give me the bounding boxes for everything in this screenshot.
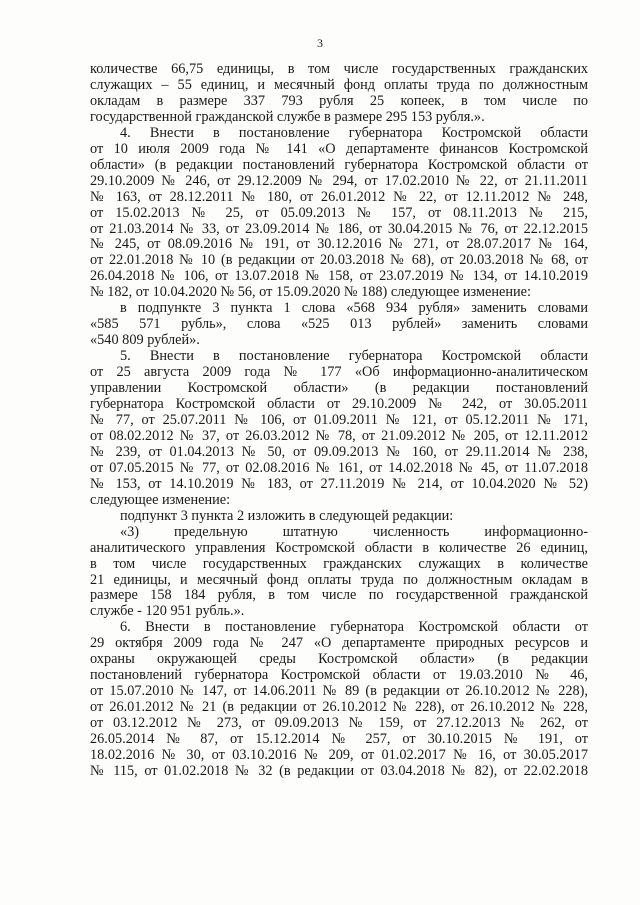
paragraph-line: области» (в редакции постановлений губернатора Костромской области от — [90, 156, 588, 173]
paragraph-line: 18.02.2016 № 30, от 03.10.2016 № 209, от 01.02.2017 № 16, от 30.05.2017 — [90, 746, 588, 763]
paragraph-line: следующее изменение: — [90, 491, 231, 508]
paragraph-line: от 22.01.2018 № 10 (в редакции от 20.03.2018 № 68), от 20.03.2018 № 68, от — [90, 252, 588, 269]
paragraph-line: управлении Костромской области» (в редакции постановлений — [90, 380, 588, 397]
page-number: 3 — [317, 36, 323, 50]
document-body — [90, 62, 588, 780]
paragraph-line: № 239, от 01.04.2013 № 50, от 09.09.2013 № 160, от 29.11.2014 № 238, — [90, 443, 588, 460]
paragraph-line: № 182, от 10.04.2020 № 56, от 15.09.2020 № 188) следующее изменение: — [90, 284, 531, 301]
paragraph-line: от 07.05.2015 № 77, от 02.08.2016 № 161, от 14.02.2018 № 45, от 11.07.2018 — [90, 459, 588, 476]
paragraph-line: 29.10.2009 № 246, от 29.12.2009 № 294, от 17.02.2010 № 22, от 21.11.2011 — [90, 172, 588, 189]
paragraph-line: от 15.02.2013 № 25, от 05.09.2013 № 157, от 08.11.2013 № 215, — [90, 204, 588, 221]
paragraph-line: от 10 июля 2009 года № 141 «О департаменте финансов Костромской — [90, 140, 588, 157]
paragraph-line: подпункт 3 пункта 2 изложить в следующей редакции: — [120, 507, 454, 524]
paragraph-line: государственной гражданской службе в размере 295 153 рубля.». — [90, 108, 485, 125]
paragraph-line: № 77, от 25.07.2011 № 106, от 01.09.2011 № 121, от 05.12.2011 № 171, — [90, 411, 588, 428]
paragraph-line: 5. Внести в постановление губернатора Костромской области — [120, 348, 588, 365]
paragraph-line: служащих – 55 единиц, и месячный фонд оплаты труда по должностным — [90, 76, 588, 93]
paragraph-line: от 08.02.2012 № 37, от 26.03.2012 № 78, от 21.09.2012 № 205, от 12.11.2012 — [90, 427, 588, 444]
paragraph-line: от 26.01.2012 № 21 (в редакции от 26.10.2012 № 228), от 26.10.2012 № 228, — [90, 699, 588, 716]
paragraph-line: № 115, от 01.02.2018 № 32 (в редакции от 03.04.2018 № 82), от 22.02.2018 — [90, 762, 588, 779]
paragraph-line: 21 единицы, и месячный фонд оплаты труда по должностным окладам в — [90, 571, 588, 588]
paragraph-line: службе - 120 951 рубль.». — [90, 603, 245, 620]
paragraph-line: количестве 66,75 единицы, в том числе государственных гражданских — [90, 61, 588, 77]
paragraph-line: губернатора Костромской области от 29.10.2009 № 242, от 30.05.2011 — [90, 396, 588, 413]
paragraph-line: размере 158 184 рубля, в том числе по государственной гражданской — [90, 587, 588, 604]
paragraph-line: 29 октября 2009 года № 247 «О департаменте природных ресурсов и — [90, 635, 588, 652]
paragraph-line: № 153, от 14.10.2019 № 183, от 27.11.2019 № 214, от 10.04.2020 № 52) — [90, 475, 588, 492]
paragraph-line: № 245, от 08.09.2016 № 191, от 30.12.2016 № 271, от 28.07.2017 № 164, — [90, 236, 588, 253]
paragraph-line: от 15.07.2010 № 147, от 14.06.2011 № 89 (в редакции от 26.10.2012 № 228), — [90, 683, 588, 700]
paragraph-line: аналитического управления Костромской области в количестве 26 единиц, — [90, 539, 588, 556]
paragraph-line: в подпункте 3 пункта 1 слова «568 934 рубля» заменить словами — [120, 300, 588, 317]
paragraph-line: охраны окружающей среды Костромской области» (в редакции — [90, 651, 588, 668]
paragraph-line: «585 571 рубль», слова «525 013 рублей» заменить словами — [90, 316, 588, 333]
paragraph-line: постановлений губернатора Костромской области от 19.03.2010 № 46, — [90, 667, 588, 684]
paragraph-line: «3) предельную штатную численность информационно- — [120, 523, 588, 540]
paragraph-line: 4. Внести в постановление губернатора Костромской области — [120, 124, 588, 141]
paragraph-line: в том числе государственных гражданских служащих в количестве — [90, 555, 588, 572]
paragraph-line: от 25 августа 2009 года № 177 «Об информационно-аналитическом — [90, 364, 588, 381]
paragraph-line: № 163, от 28.12.2011 № 180, от 26.01.2012 № 22, от 12.11.2012 № 248, — [90, 188, 588, 205]
paragraph-line: окладам в размере 337 793 рубля 25 копеек, в том числе по — [90, 92, 588, 109]
paragraph-line: от 21.03.2014 № 33, от 23.09.2014 № 186, от 30.04.2015 № 76, от 22.12.2015 — [90, 220, 588, 237]
paragraph-line: «540 809 рублей». — [90, 332, 200, 349]
paragraph-line: 26.05.2014 № 87, от 15.12.2014 № 257, от 30.10.2015 № 191, от — [90, 731, 588, 748]
paragraph-line: от 03.12.2012 № 273, от 09.09.2013 № 159, от 27.12.2013 № 262, от — [90, 715, 588, 732]
paragraph-line: 6. Внести в постановление губернатора Костромской области от — [120, 619, 588, 636]
paragraph-line: 26.04.2018 № 106, от 13.07.2018 № 158, от 23.07.2019 № 134, от 14.10.2019 — [90, 268, 588, 285]
